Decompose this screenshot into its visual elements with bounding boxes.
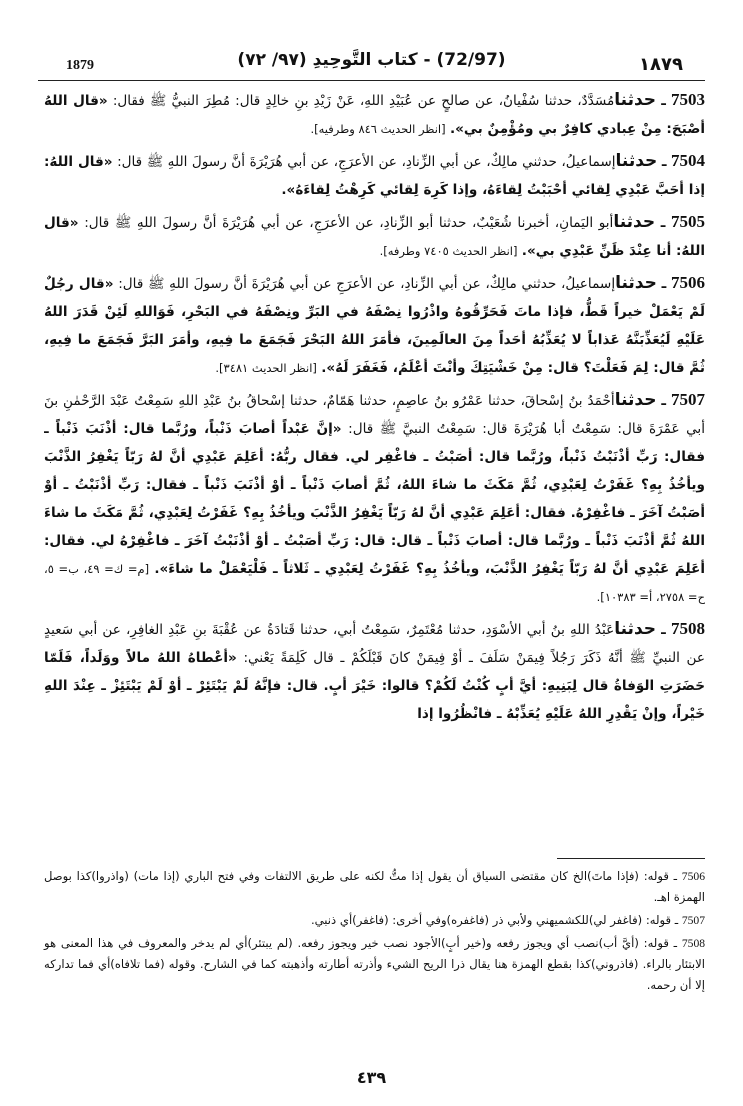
hadith-dash: ـ (661, 154, 667, 170)
matn-text: «إنَّ عَبْداً أصابَ ذَنْباً، ورُبَّما قال: أذْنَبَ ذَنْباً ـ فقال: رَبِّ أذْنَبْتُ ذَنْباً، ورُبَّما قال: أصَبْتُ ـ فاغْفِر لي. فقال ربُّهُ: أعَلِمَ عَبْدِي أنَّ لهُ رَبّاً يَغْفِرُ الذَّنْبَ ويأخُذُ بِهِ؟ غَفَرْتُ لِعَبْدِي، ثُمَّ مَكَثَ ما شاءَ اللهُ، ثُمَّ أصابَ ذَنْباً ـ أوْ أذْنَبَ ذَنْباً ـ فقال: رَبِّ أذْنَبْتُ ـ أوْ أصَبْتُ آخَرَ ـ فاغْفِرْهُ. فقال: أعَلِمَ عَبْدِي أنَّ لهُ رَبّاً يَغْفِرُ الذَّنْبَ ويأخُذُ بِهِ؟ غَفَرْتُ لِعَبْدِي، ثُمَّ مَكَثَ ما شاءَ اللهُ ثُمَّ أذْنَبَ ذَنْباً ـ ورُبَّما قال: أصابَ ذَنْباً ـ قال: قال: رَبِّ أصَبْتُ ـ أوْ أذْنَبْتُ آخَرَ ـ فاغْفِرْهُ لي. فقال: أعَلِمَ عَبْدِي أنَّ لهُ رَبّاً يَغْفِرُ الذَّنْبَ، ويأخُذُ بِهِ؟ غَفَرْتُ لِعَبْدِي ـ ثَلاثاً ـ فَلْيَعْمَلْ ما شاءَ». (44, 421, 705, 577)
matn-text: «قال اللهُ: أنا عِنْدَ ظَنِّ عَبْدِي بي». (44, 215, 705, 259)
footnote-number: 7508 (681, 937, 706, 950)
hadith-dash: ـ (660, 215, 666, 231)
isnad-text: أبو اليَمانِ، أخبرنا شُعَيْبٌ، حدثنا أبو الزِّنادِ، عن الأعرَجِ، عن أبي هُرَيْرَةَ أنَّ رسولَ اللهِ ﷺ قال: (84, 215, 614, 231)
hadith-7506 (44, 269, 705, 382)
hadith-number: 7506 (671, 273, 705, 292)
hadith-number: 7505 (670, 212, 705, 231)
footnote (44, 866, 705, 908)
page-header (38, 40, 705, 81)
footnote (44, 933, 705, 996)
haddathana-word: حدثنا (614, 90, 657, 110)
hadith-number: 7503 (671, 90, 705, 109)
haddathana-word: حدثنا (615, 151, 658, 171)
footnote-separator (557, 858, 705, 859)
isnad-text: أحْمَدُ بنُ إسْحاقَ، حدثنا عَمْرُو بنُ عاصِمٍ، حدثنا هَمّامٌ، حدثنا إسْحاقُ بنُ عَبْدِ اللهِ سَمِعْتُ عَبْدَ الرَّحْمٰنِ بنَ أبي عَمْرَةَ قال: سَمِعْتُ أبا هُرَيْرَةَ قال: سَمِعْتُ النبيَّ ﷺ قال: (44, 393, 705, 437)
footnote (44, 910, 705, 931)
page-number-latin: 1879 (66, 58, 94, 73)
hadith-dash: ـ (661, 276, 667, 292)
footnote-label: ـ قوله: (645, 913, 679, 927)
haddathana-word: حدثنا (614, 390, 657, 410)
cross-reference: [م= ك= ٤٩، ب= ٥، ح= ٢٧٥٨، أ= ١٠٣٨٣]. (44, 562, 705, 604)
book-title: (72/97) - كتاب التَّوحِيدِ (٩٧/ ٧٢) (237, 50, 506, 70)
footnote-text: (أيَّ أب)نصب أي ويجوز رفعه و(خير أبٍ)الأجود نصب خير ويجوز رفعه. (لم يبتئر)أي لم يدخر والمعروف في هذا المعنى هو الابتئار بالراء. (فاذروني)كذا بقطع الهمزة هنا يقال ذرا الريح الشيء وأذرته أطارته وأذهبته كما في الشارح. وقوله (فما تلافاه)أي فما تداركه إلا أن رحمه. (44, 936, 705, 992)
hadith-7503 (44, 86, 705, 143)
footnote-number: 7506 (681, 870, 705, 883)
footnote-number: 7507 (681, 914, 705, 927)
isnad-text: مُسَدَّدٌ، حدثنا سُفْيانُ، عن صالحٍ عن عُبَيْدِ اللهِ، عَنْ زَيْدِ بنِ خالِدٍ قال: مُطِرَ النبيُّ ﷺ فقال: (112, 93, 615, 109)
haddathana-word: حدثنا (614, 619, 657, 639)
hadith-7507 (44, 386, 705, 611)
haddathana-word: حدثنا (615, 273, 657, 293)
hadith-number: 7507 (671, 390, 705, 409)
cross-reference: [انظر الحديث ٣٤٨١]. (215, 361, 317, 375)
hadith-dash: ـ (661, 622, 666, 638)
matn-text: «أعْطاهُ اللهُ مالاً ووَلَداً، فَلَمّا حَضَرَتِ الوَفاةُ قال لِبَنِيهِ: أيَّ أبٍ كُنْتُ لَكُمْ؟ قالوا: خَيْرَ أبٍ. قال: فإنَّهُ لَمْ يَبْتَئِرْ ـ أوْ لَمْ يَبْتَئِزْ ـ عِنْدَ اللهِ خَيْراً، وإنْ يَقْدِرِ اللهُ عَلَيْهِ يُعَذِّبْهُ ـ فانْظُرُوا إذا (44, 650, 705, 722)
footnote-text: (فاغفر لي)للكشميهني ولأبي ذر (فاغفره)وفي أخرى: (فاغفر)أي ذنبي. (310, 913, 643, 927)
page-number-footer: ٤٣٩ (356, 1068, 387, 1087)
hadith-number: 7504 (671, 151, 705, 170)
hadith-7508 (44, 615, 705, 728)
hadith-dash: ـ (661, 393, 667, 409)
footnote-label: ـ قوله: (643, 869, 678, 883)
footnotes (44, 866, 705, 998)
hadith-7505 (44, 208, 705, 265)
matn-text: «قال اللهُ أصْبَحَ: مِنْ عِبادي كافِرٌ بي ومُؤْمِنٌ بي». (44, 93, 705, 137)
hadith-number: 7508 (670, 619, 705, 638)
haddathana-word: حدثنا (613, 212, 656, 232)
hadith-dash: ـ (661, 93, 666, 109)
page-number-arabic: ١٨٧٩ (639, 54, 683, 75)
footnote-text: (فإذا ماتَ)الخ كان مقتضى السياق أن يقول إذا متُّ لكنه على طريق الالتفات وفي فتح الباري (إذا مات) (واذروا)كذا بوصل الهمزة اهـ. (44, 869, 705, 904)
matn-text: «قال اللهُ: إذا أحَبَّ عَبْدِي لِقائي أحْبَبْتُ لِقاءَهُ، وإذا كَرِهَ لِقائي كَرِهْتُ لِقاءَهُ». (44, 154, 705, 198)
hadith-7504 (44, 147, 705, 204)
footnote-label: ـ قوله: (643, 936, 678, 950)
cross-reference: [انظر الحديث ٨٤٦ وطرفيه]. (310, 122, 446, 136)
isnad-text: إسماعيلُ، حدثني مالِكٌ، عن أبي الزِّنادِ، عن الأعرَجِ عن أبي هُرَيْرَةَ أنَّ رسولَ اللهِ ﷺ قال: (118, 276, 616, 292)
hadith-body (44, 86, 705, 838)
matn-text: «قال رجُلٌ لَمْ يَعْمَلْ خيراً قَطُّ، فإذا ماتَ فَحَرِّقُوهُ واذْرُوا نِصْفَهُ في البَرِّ ونِصْفَهُ في البَحْرِ، فَوَاللهِ لَئِنْ قَدَرَ اللهُ عَلَيْهِ لَيُعَذِّبَنَّهُ عَذاباً لا يُعَذِّبُهُ أحَداً مِنَ العالَمِينَ، فأمَرَ اللهُ البَحْرَ فَجَمَعَ ما فِيهِ، وأمَرَ البَرَّ فَجَمَعَ ما فِيهِ، ثُمَّ قال: لِمَ فَعَلْتَ؟ قال: مِنْ خَشْيَتِكَ وأنْتَ أعْلَمُ، فَغَفَرَ لَهُ». (44, 276, 705, 376)
isnad-text: إسماعيلُ، حدثني مالِكٌ، عن أبي الزِّنادِ، عن الأعرَجِ، عن أبي هُرَيْرَةَ أنَّ رسولَ اللهِ ﷺ قال: (117, 154, 616, 170)
cross-reference: [انظر الحديث ٧٤٠٥ وطرفه]. (379, 244, 518, 258)
isnad-text: عَبْدُ اللهِ بنُ أبي الأسْوَدِ، حدثنا مُعْتَمِرٌ، سَمِعْتُ أبي، حدثنا قَتادَةُ عن عُقْبَةَ بنِ عَبْدِ الغافِرِ، عن أبي سَعيدٍ عن النبيِّ ﷺ أنَّهُ ذَكَرَ رَجُلاً فِيمَنْ سَلَفَ ـ أوْ فِيمَنْ كانَ قَبْلَكُمْ ـ قال كَلِمَةً يَعْني: (44, 622, 705, 666)
